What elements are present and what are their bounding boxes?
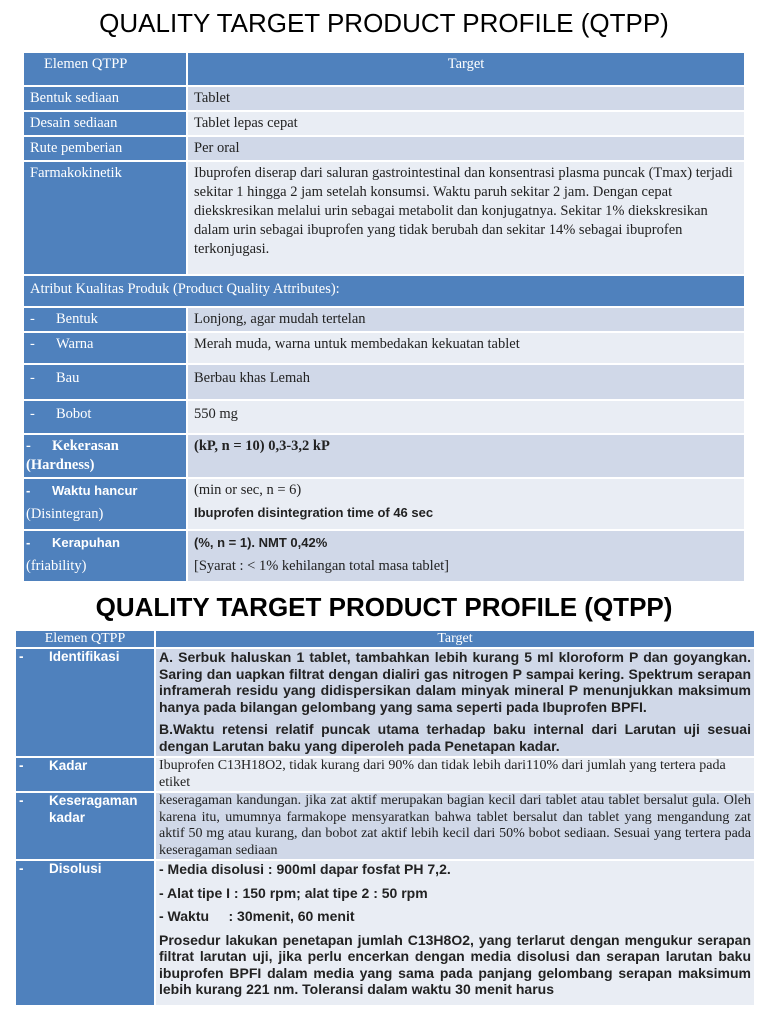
slide-title-top: QUALITY TARGET PRODUCT PROFILE (QTPP) — [99, 8, 669, 38]
table-row — [24, 87, 744, 112]
attr-value: 550 mg — [188, 401, 744, 435]
header-elemen: Elemen QTPP — [16, 631, 156, 649]
attr-value: Berbau khas Lemah — [188, 365, 744, 401]
row-value: Ibuprofen diserap dari saluran gastrointestinal dan konsentrasi plasma puncak (Tmax) terjadi sekitar 1 hingga 2 jam setelah konsumsi. Waktu paruh sekitar 2 jam. Dengan cepat diekskresikan melalui urin sebagai metabolit dan konjugatnya. Sekitar 1% diekskresikan dalam urin sebagai ibuprofen yang tidak berubah dan sekitar 14% sebagai ibuprofen terkonjugasi. — [188, 162, 744, 276]
attr-label: - Waktu hancur (Disintegran) — [24, 479, 188, 531]
table-row — [24, 401, 744, 435]
row-value-disolusi: - Media disolusi : 900ml dapar fosfat PH 7,2. - Alat tipe I : 150 rpm; alat tipe 2 : 50 rpm - Waktu : 30menit, 60 menit Prosedur lakukan penetapan jumlah C13H8O2, yang terlarut dengan mengukur serapan filtrat larutan uji, jika perlu encerkan dengan media disolusi dan serapan larutan baku ibuprofen BPFI dalam media yang sama pada panjang gelombang serapan maksimum lebih kurang 221 nm. Toleransi dalam waktu 30 menit harus — [156, 861, 754, 1007]
attr-label: - Bentuk — [24, 308, 188, 333]
table-row — [24, 308, 744, 333]
table-row — [24, 365, 744, 401]
row-label-keseragaman: - Keseragaman kadar — [16, 793, 156, 861]
table-row — [24, 531, 744, 583]
row-value-identifikasi: A. Serbuk haluskan 1 tablet, tambahkan lebih kurang 5 ml kloroform P dan goyangkan. Saring dan uapkan filtrat dengan dialiri gas nitrogen P sampai kering. Spektrum serapan inframerah residu yang didispersikan dalam minyak mineral P menunjukkan maksimum hanya pada bilangan gelombang yang sama seperti pada Ibuprofen BPFI. B.Waktu retensi relatif puncak utama terhadap baku internal dari Larutan uji sesuai dengan Larutan baku yang diperoleh pada Penetapan kadar. — [156, 649, 754, 758]
attr-label: - Warna — [24, 333, 188, 365]
table-row — [16, 649, 754, 758]
table-row — [24, 162, 744, 276]
row-label: Desain sediaan — [24, 112, 188, 137]
row-value-keseragaman: keseragaman kandungan. jika zat aktif merupakan bagian kecil dari tablet atau tablet bersalut gula. Oleh karena itu, umumnya farmakope mensyaratkan bahwa tablet bersalut dan tablet yang mengandung zat aktif 50 mg atau kurang, dan bobot zat aktif lebih kecil dari 50% bobot sediaan. Sesuai yang tertera pada keseragaman sediaan — [156, 793, 754, 861]
row-label-kadar: - Kadar — [16, 758, 156, 793]
qtpp-table-top — [24, 53, 744, 583]
table-row — [16, 861, 754, 1007]
table-row — [24, 479, 744, 531]
row-value-kadar: Ibuprofen C13H18O2, tidak kurang dari 90% dan tidak lebih dari110% dari jumlah yang tertera pada etiket — [156, 758, 754, 793]
qtpp-table-bottom — [16, 631, 754, 1007]
section-header — [24, 276, 744, 308]
attr-label: - Bobot — [24, 401, 188, 435]
attr-value: (%, n = 1). NMT 0,42% [Syarat : < 1% kehilangan total masa tablet] — [188, 531, 744, 583]
attr-value: Lonjong, agar mudah tertelan — [188, 308, 744, 333]
table-row — [16, 793, 754, 861]
header-target: Target — [156, 631, 754, 649]
table-row — [16, 758, 754, 793]
attr-value: (min or sec, n = 6) Ibuprofen disintegration time of 46 sec — [188, 479, 744, 531]
row-value: Tablet — [188, 87, 744, 112]
row-value: Tablet lepas cepat — [188, 112, 744, 137]
table-header — [16, 631, 754, 649]
table-row — [24, 333, 744, 365]
row-value: Per oral — [188, 137, 744, 162]
table-header — [24, 53, 744, 87]
row-label-identifikasi: - Identifikasi — [16, 649, 156, 758]
section-title: Atribut Kualitas Produk (Product Quality Attributes): — [24, 276, 744, 308]
attr-label: - Bau — [24, 365, 188, 401]
row-label-disolusi: - Disolusi — [16, 861, 156, 1007]
row-label: Bentuk sediaan — [24, 87, 188, 112]
table-row — [24, 112, 744, 137]
row-label: Rute pemberian — [24, 137, 188, 162]
table-row — [24, 137, 744, 162]
row-label: Farmakokinetik — [24, 162, 188, 276]
attr-label: - Kekerasan (Hardness) — [24, 435, 188, 479]
attr-value: Merah muda, warna untuk membedakan kekuatan tablet — [188, 333, 744, 365]
header-target: Target — [188, 53, 744, 87]
attr-label: - Kerapuhan (friability) — [24, 531, 188, 583]
slide-title-bottom: QUALITY TARGET PRODUCT PROFILE (QTPP) — [95, 592, 673, 622]
attr-value: (kP, n = 10) 0,3-3,2 kP — [188, 435, 744, 479]
table-row — [24, 435, 744, 479]
header-elemen: Elemen QTPP — [24, 53, 188, 87]
